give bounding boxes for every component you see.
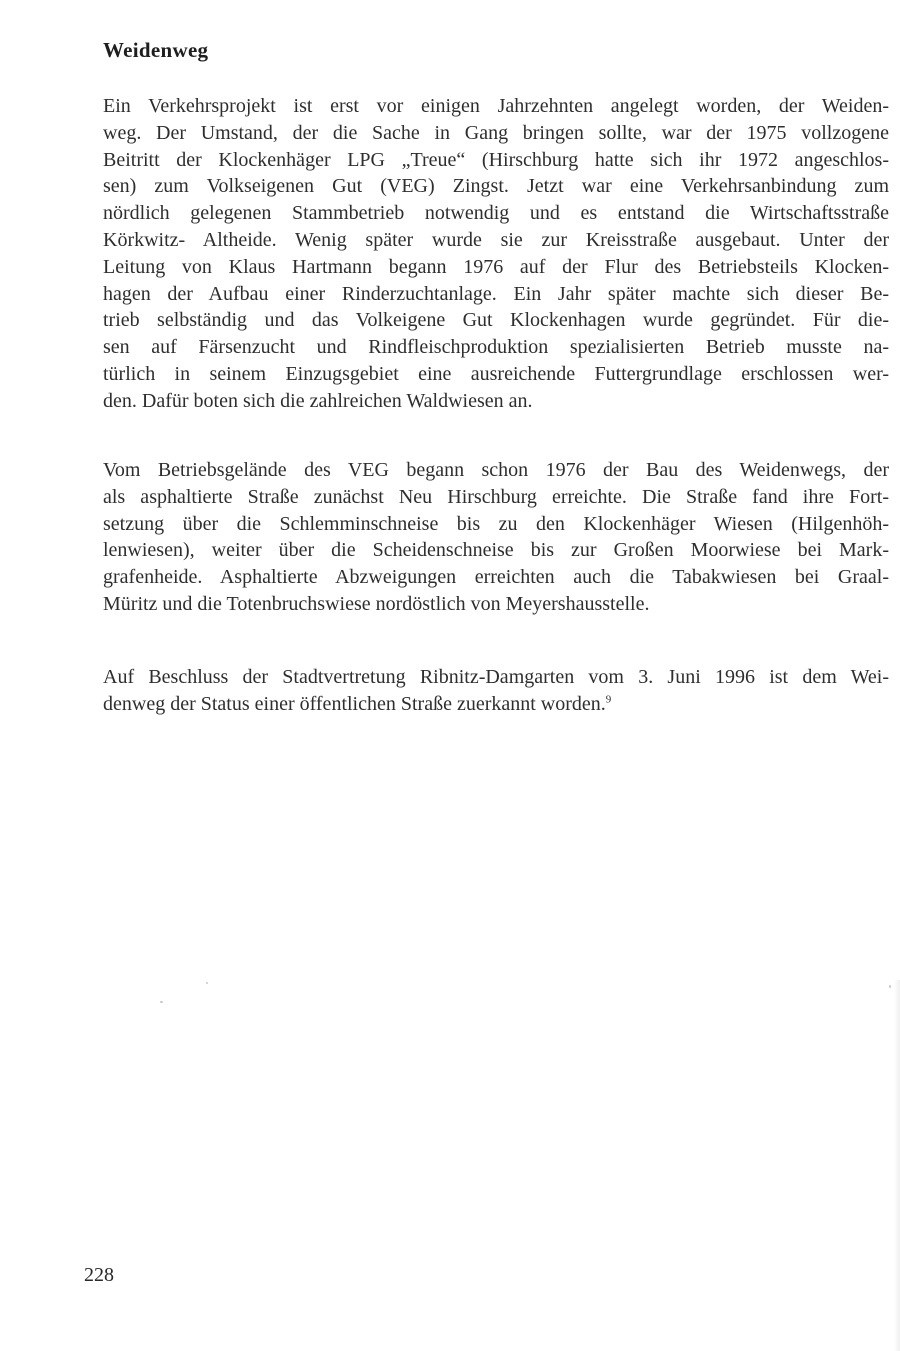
text-line: nördlich gelegenen Stammbetrieb notwendig und es entstand die Wirtschaftsstraße bbox=[103, 202, 889, 225]
section-heading: Weidenweg bbox=[103, 38, 209, 62]
text-line-content: denweg der Status einer öffentlichen Straße zuerkannt worden. bbox=[103, 692, 606, 715]
text-line: sen auf Färsenzucht und Rindfleischproduktion spezialisierten Betrieb musste na- bbox=[103, 336, 889, 359]
text-line: Leitung von Klaus Hartmann begann 1976 auf der Flur des Betriebsteils Klocken- bbox=[103, 255, 889, 278]
text-line: weg. Der Umstand, der die Sache in Gang bringen sollte, war der 1975 vollzogene bbox=[103, 121, 889, 144]
scan-speck bbox=[889, 985, 891, 988]
text-line: Ein Verkehrsprojekt ist erst vor einigen Jahrzehnten angelegt worden, der Weiden- bbox=[103, 95, 889, 117]
text-line: sen) zum Volkseigenen Gut (VEG) Zingst. Jetzt war eine Verkehrsanbindung zum bbox=[103, 175, 889, 198]
text-line: Körkwitz- Altheide. Wenig später wurde sie zur Kreisstraße ausgebaut. Unter der bbox=[103, 228, 889, 251]
paragraph-1 bbox=[103, 93, 889, 415]
text-line: türlich in seinem Einzugsgebiet eine ausreichende Futtergrundlage erschlossen wer- bbox=[103, 362, 889, 385]
text-line: als asphaltierte Straße zunächst Neu Hirschburg erreichte. Die Straße fand ihre Fort- bbox=[103, 485, 889, 508]
text-line: den. Dafür boten sich die zahlreichen Waldwiesen an. bbox=[103, 389, 533, 412]
text-line: lenwiesen), weiter über die Scheidenschneise bis zur Großen Moorwiese bei Mark- bbox=[103, 539, 889, 562]
text-line: hagen der Aufbau einer Rinderzuchtanlage. Ein Jahr später machte sich dieser Be- bbox=[103, 282, 889, 305]
footnote-marker: 9 bbox=[605, 693, 612, 706]
paragraph-2 bbox=[103, 457, 889, 618]
text-line: trieb selbständig und das Volkeigene Gut Klockenhagen wurde gegründet. Für die- bbox=[103, 309, 889, 332]
scan-speck bbox=[160, 1001, 163, 1003]
text-line: Müritz und die Totenbruchswiese nordöstlich von Meyershausstelle. bbox=[103, 592, 650, 615]
page-number: 228 bbox=[84, 1264, 114, 1286]
text-line-with-footnote bbox=[103, 691, 889, 718]
text-line: setzung über die Schlemminschneise bis zu den Klockenhäger Wiesen (Hilgenhöh- bbox=[103, 512, 889, 535]
scan-speck bbox=[206, 982, 208, 984]
text-line: grafenheide. Asphaltierte Abzweigungen erreichten auch die Tabakwiesen bei Graal- bbox=[103, 566, 889, 589]
paragraph-3 bbox=[103, 664, 889, 718]
page-edge-shadow bbox=[894, 980, 900, 1351]
text-line: Vom Betriebsgelände des VEG begann schon 1976 der Bau des Weidenwegs, der bbox=[103, 459, 889, 481]
text-line: Auf Beschluss der Stadtvertretung Ribnitz-Damgarten vom 3. Juni 1996 ist dem Wei- bbox=[103, 666, 889, 688]
text-line: Beitritt der Klockenhäger LPG „Treue“ (Hirschburg hatte sich ihr 1972 angeschlos- bbox=[103, 148, 889, 171]
